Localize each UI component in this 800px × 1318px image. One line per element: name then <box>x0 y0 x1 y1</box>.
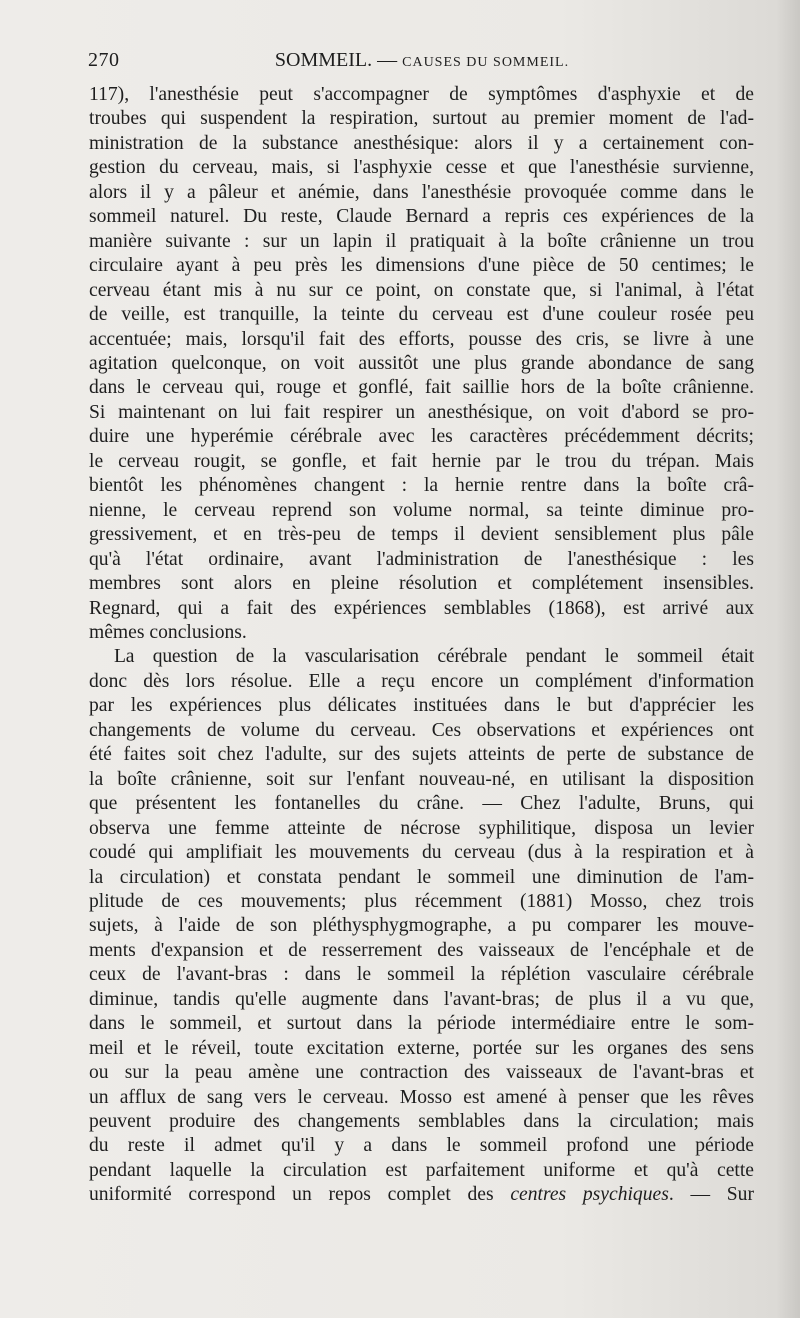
text-line: alors il y a pâleur et anémie, dans l'anesthésie provoquée comme dans le <box>89 181 754 203</box>
running-head <box>88 45 756 78</box>
text-line: accentuée; mais, lorsqu'il fait des efforts, pousse des cris, se livre à une <box>89 328 754 350</box>
text-line: coudé qui amplifiait les mouvements du cerveau (dus à la respiration et à <box>89 842 754 864</box>
text-line: gressivement, et en très-peu de temps il devient sensiblement plus pâle <box>89 524 754 546</box>
text-line: bientôt les phénomènes changent : la hernie rentre dans la boîte crâ- <box>89 475 754 497</box>
running-head-title: SOMMEIL. <box>274 49 373 71</box>
text-line: été faites soit chez l'adulte, sur des sujets atteints de perte de substance de <box>89 744 754 766</box>
text-line: observa une femme atteinte de nécrose syphilitique, disposa un levier <box>89 817 754 839</box>
text-line: un afflux de sang vers le cerveau. Mosso est amené à penser que les rêves <box>89 1086 754 1108</box>
text-line: ments d'expansion et de resserrement des vaisseaux de l'encéphale et de <box>89 939 754 961</box>
text-line: par les expériences plus délicates instituées dans le but d'apprécier les <box>89 695 754 717</box>
text-line: nienne, le cerveau reprend son volume normal, sa teinte diminue pro- <box>89 499 754 521</box>
text-line: qu'à l'état ordinaire, avant l'administration de l'anesthésique : les <box>89 548 754 570</box>
text-line: mêmes conclusions. <box>89 621 247 643</box>
body-text <box>89 83 754 1208</box>
text-line: de veille, est tranquille, la teinte du cerveau est d'une couleur rosée peu <box>89 304 754 326</box>
final-line-end: . — Sur <box>668 1184 754 1206</box>
text-line: agitation quelconque, on voit aussitôt une plus grande abondance de sang <box>89 352 754 374</box>
text-line-final <box>89 1183 754 1207</box>
text-line: manière suivante : sur un lapin il pratiquait à la boîte crânienne un trou <box>89 230 754 252</box>
text-line: dans le cerveau qui, rouge et gonflé, fait saillie hors de la boîte crânienne. <box>89 377 754 399</box>
text-line: Si maintenant on lui fait respirer un anesthésique, on voit d'abord se pro- <box>89 401 754 423</box>
text-line: la circulation) et constata pendant le sommeil une diminution de l'am- <box>89 866 754 888</box>
text-line: 117), l'anesthésie peut s'accompagner de symptômes d'asphyxie et de <box>89 84 754 105</box>
page-header <box>88 45 756 75</box>
text-line: cerveau étant mis à nu sur ce point, on constate que, si l'animal, à l'état <box>89 279 754 301</box>
text-line: troubes qui suspendent la respiration, surtout au premier moment de l'ad- <box>89 108 754 130</box>
text-line: duire une hyperémie cérébrale avec les caractères précédemment décrits; <box>89 426 754 448</box>
text-line: ministration de la substance anesthésique: alors il y a certainement con- <box>89 132 754 154</box>
text-line: membres sont alors en pleine résolution et complétement insensibles. <box>89 573 754 595</box>
text-line: la boîte crânienne, soit sur l'enfant nouveau-né, en utilisant la disposition <box>89 768 754 790</box>
text-line: ceux de l'avant-bras : dans le sommeil la réplétion vasculaire cérébrale <box>89 964 754 986</box>
emphasis-centres-psychiques: centres psychiques <box>510 1184 669 1206</box>
text-line: donc dès lors résolue. Elle a reçu encore un complément d'information <box>89 670 754 692</box>
text-line: sommeil naturel. Du reste, Claude Bernard a repris ces expériences de la <box>89 206 754 228</box>
page-number: 270 <box>88 49 120 71</box>
text-line: Regnard, qui a fait des expériences semblables (1868), est arrivé aux <box>89 597 754 619</box>
text-line: peuvent produire des changements semblables dans la circulation; mais <box>89 1111 754 1133</box>
text-line: circulaire ayant à peu près les dimensions d'une pièce de 50 centimes; le <box>89 255 754 277</box>
text-line: diminue, tandis qu'elle augmente dans l'avant-bras; de plus il a vu que, <box>89 988 754 1010</box>
text-line: dans le sommeil, et surtout dans la période intermédiaire entre le som- <box>89 1013 754 1035</box>
final-line-start: uniformité correspond un repos complet des <box>89 1184 511 1206</box>
text-line: du reste il admet qu'il y a dans le sommeil profond une période <box>89 1135 754 1157</box>
text-line: sujets, à l'aide de son pléthysphygmographe, a pu comparer les mouve- <box>89 915 754 937</box>
text-line: gestion du cerveau, mais, si l'asphyxie cesse et que l'anesthésie survienne, <box>89 157 754 179</box>
running-head-subtitle: CAUSES DU SOMMEIL. <box>402 55 570 70</box>
text-line: pendant laquelle la circulation est parfaitement uniforme et qu'à cette <box>89 1159 754 1181</box>
text-line: ou sur la peau amène une contraction des vaisseaux de l'avant-bras et <box>89 1062 754 1084</box>
text-line: plitude de ces mouvements; plus récemment (1881) Mosso, chez trois <box>89 890 754 912</box>
text-line: La question de la vascularisation cérébrale pendant le sommeil était <box>114 646 754 668</box>
running-head-separator: — <box>377 49 398 71</box>
text-line: meil et le réveil, toute excitation externe, portée sur les organes des sens <box>89 1037 754 1059</box>
text-line: changements de volume du cerveau. Ces observations et expériences ont <box>89 719 754 741</box>
text-line: que présentent les fontanelles du crâne. — Chez l'adulte, Bruns, qui <box>89 793 754 815</box>
text-line: le cerveau rougit, se gonfle, et fait hernie par le trou du trépan. Mais <box>89 450 754 472</box>
